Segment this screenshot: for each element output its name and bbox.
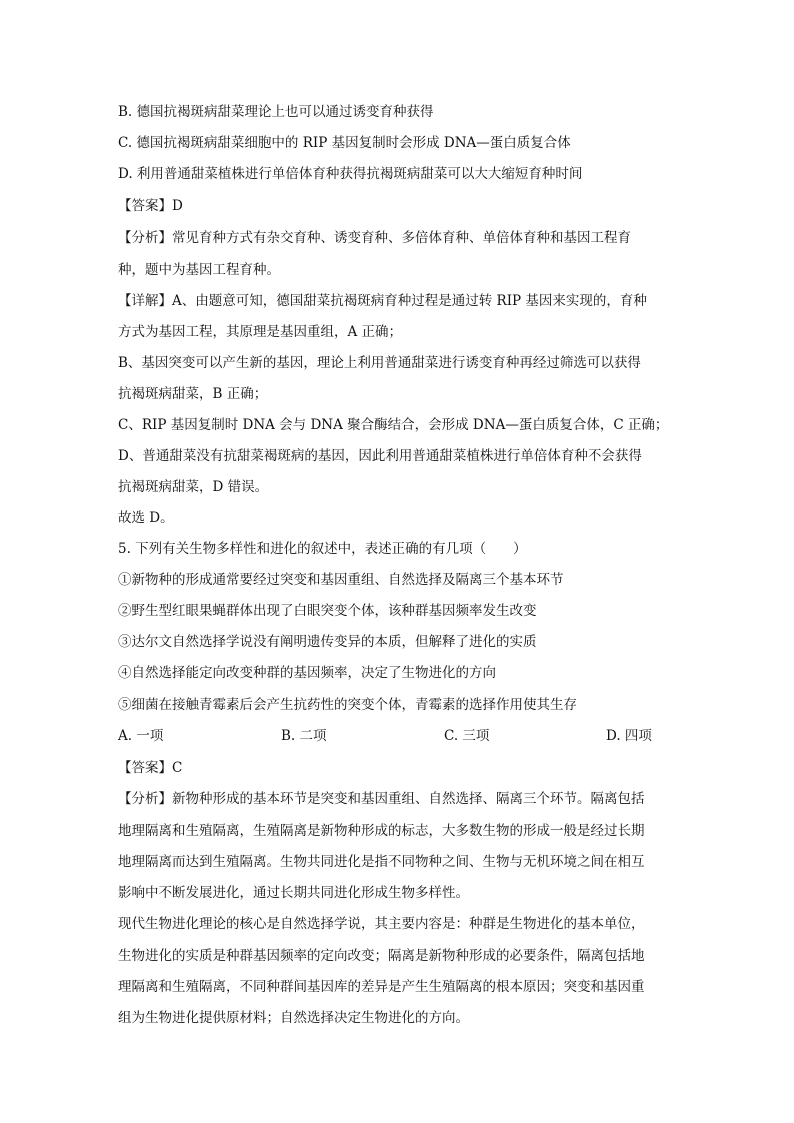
q5-statement-4: ④自然选择能定向改变种群的基因频率，决定了生物进化的方向 (118, 665, 496, 681)
q4-analysis-line-2: 种，题中为基因工程育种。 (118, 262, 280, 278)
q5-option-b: B. 二项 (281, 728, 327, 744)
q4-detail-line-7: 抗褐斑病甜菜，D 错误。 (118, 479, 269, 495)
q5-analysis-line-2: 地理隔离和生殖隔离，生殖隔离是新物种形成的标志，大多数生物的形成一般是经过长期 (118, 823, 645, 839)
q5-statement-2: ②野生型红眼果蝇群体出现了白眼突变个体，该种群基因频率发生改变 (118, 603, 537, 619)
q5-analysis-line-3: 地理隔离而达到生殖隔离。生物共同进化是指不同物种之间、生物与无机环境之间在相互 (118, 854, 645, 870)
q5-analysis-line-1: 【分析】新物种形成的基本环节是突变和基因重组、自然选择、隔离三个环节。隔离包括 (118, 791, 645, 807)
q4-detail-line-2: 方式为基因工程，其原理是基因重组，A 正确； (118, 324, 403, 340)
q4-detail-line-5: C、RIP 基因复制时 DNA 会与 DNA 聚合酶结合，会形成 DNA—蛋白质复合体，C 正确； (118, 417, 669, 433)
q4-option-c: C. 德国抗褐斑病甜菜细胞中的 RIP 基因复制时会形成 DNA—蛋白质复合体 (118, 135, 571, 151)
q5-analysis-line-4: 影响中不断发展进化，通过长期共同进化形成生物多样性。 (118, 885, 469, 901)
q4-conclusion: 故选 D。 (118, 510, 174, 526)
q4-option-b: B. 德国抗褐斑病甜菜理论上也可以通过诱变育种获得 (118, 104, 434, 120)
q5-theory-line-1: 现代生物进化理论的核心是自然选择学说，其主要内容是：种群是生物进化的基本单位， (118, 916, 645, 932)
q5-option-d: D. 四项 (606, 728, 652, 744)
q5-stem: 5. 下列有关生物多样性和进化的叙述中，表述正确的有几项（ ） (118, 541, 527, 557)
q5-option-a: A. 一项 (118, 728, 164, 744)
q5-answer: 【答案】C (118, 760, 183, 776)
q5-options (118, 726, 678, 746)
q4-analysis-line-1: 【分析】常见育种方式有杂交育种、诱变育种、多倍体育种、单倍体育种和基因工程育 (118, 230, 631, 246)
q4-option-d: D. 利用普通甜菜植株进行单倍体育种获得抗褐斑病甜菜可以大大缩短育种时间 (118, 166, 583, 182)
q5-theory-line-3: 理隔离和生殖隔离，不同种群间基因库的差异是产生生殖隔离的根本原因；突变和基因重 (118, 979, 645, 995)
q4-detail-line-4: 抗褐斑病甜菜，B 正确； (118, 386, 268, 402)
q5-statement-1: ①新物种的形成通常要经过突变和基因重组、自然选择及隔离三个基本环节 (118, 572, 564, 588)
q5-theory-line-4: 组为生物进化提供原材料；自然选择决定生物进化的方向。 (118, 1010, 469, 1026)
q5-statement-5: ⑤细菌在接触青霉素后会产生抗药性的突变个体，青霉素的选择作用使其生存 (118, 697, 577, 713)
q4-detail-line-3: B、基因突变可以产生新的基因，理论上利用普通甜菜进行诱变育种再经过筛选可以获得 (118, 355, 641, 371)
q4-detail-line-6: D、普通甜菜没有抗甜菜褐斑病的基因，因此利用普通甜菜植株进行单倍体育种不会获得 (118, 448, 642, 464)
q5-theory-line-2: 生物进化的实质是种群基因频率的定向改变；隔离是新物种形成的必要条件，隔离包括地 (118, 948, 645, 964)
q5-option-c: C. 三项 (444, 728, 490, 744)
q5-statement-3: ③达尔文自然选择学说没有阐明遗传变异的本质，但解释了进化的实质 (118, 634, 537, 650)
q4-detail-line-1: 【详解】A、由题意可知，德国甜菜抗褐斑病育种过程是通过转 RIP 基因来实现的，育种 (118, 293, 647, 309)
q4-answer: 【答案】D (118, 198, 183, 214)
